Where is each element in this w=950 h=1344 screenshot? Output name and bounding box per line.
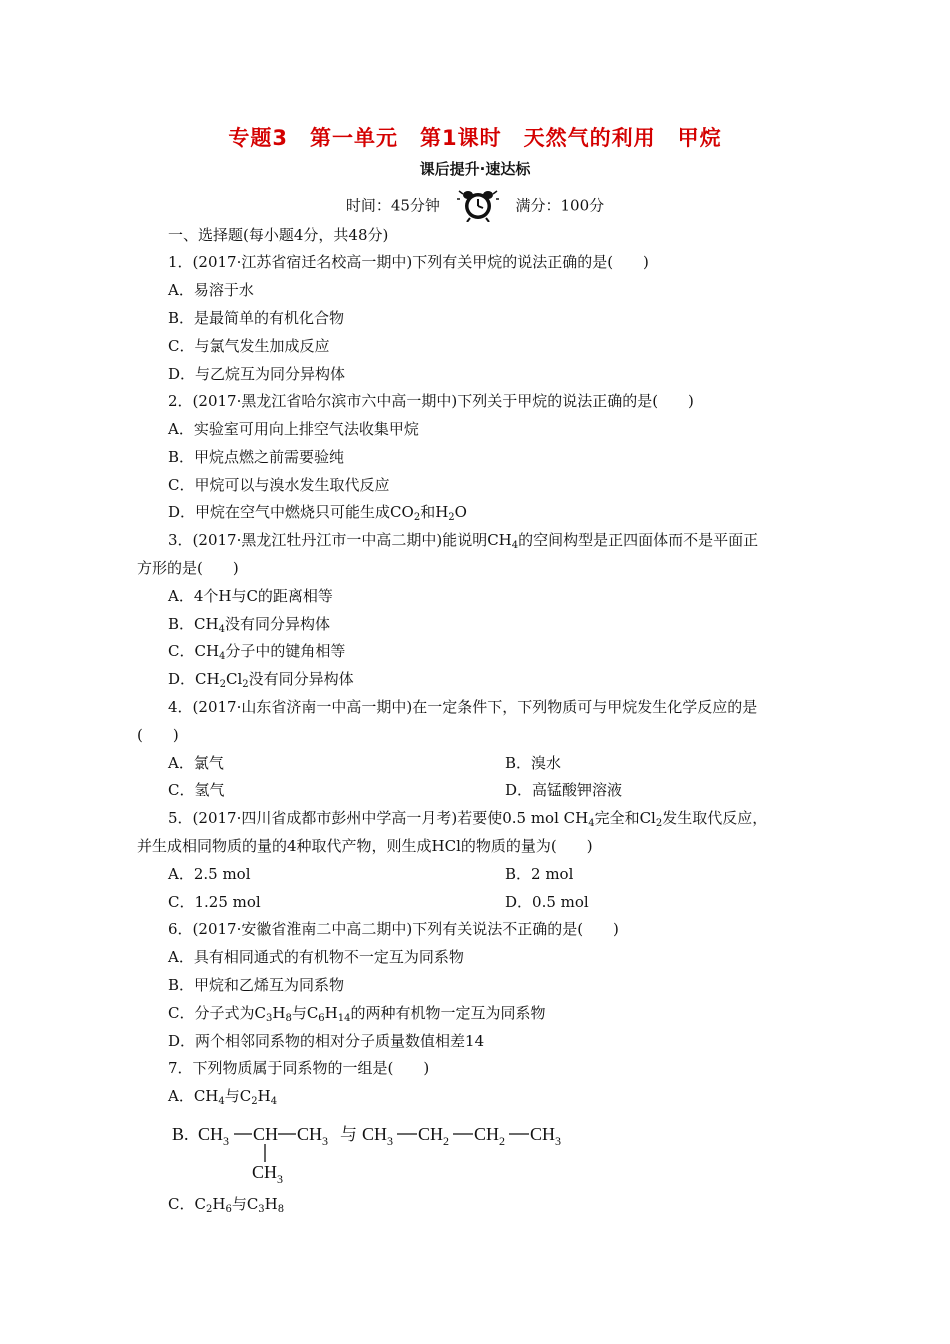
question-7-option-a: A．$CH_4$与$C_2H_4$: [168, 1087, 278, 1107]
svg-text:CH3: $CH_3$: [362, 1124, 394, 1148]
question-6-option-b: B．甲烷和乙烯互为同系物: [168, 976, 345, 994]
question-4-option-b: B．溴水: [505, 754, 562, 772]
question-1-option-a: A．易溶于水: [168, 281, 254, 299]
section-heading: 一、选择题(每小题4分，共48分): [168, 226, 389, 244]
question-4-stem-line1: 4．(2017·山东省济南一中高一期中)在一定条件下，下列物质可与甲烷发生化学反应的是: [168, 698, 758, 716]
question-6-stem: 6．(2017·安徽省淮南二中高二期中)下列有关说法不正确的是( ): [168, 920, 619, 938]
time-score-bar: [0, 188, 950, 222]
score-label: 满分：100分: [515, 196, 605, 215]
question-1-stem: 1．(2017·江苏省宿迁名校高一期中)下列有关甲烷的说法正确的是( ): [168, 253, 649, 271]
alarm-clock-icon: [457, 188, 499, 222]
question-5-option-c: C．1.25 mol: [168, 893, 261, 911]
question-4-option-d: D．高锰酸钾溶液: [505, 781, 623, 799]
svg-text:CH2: $CH_2$: [474, 1124, 506, 1148]
question-3-option-a: A．4个H与C的距离相等: [168, 587, 333, 605]
question-5-option-d: D．0.5 mol: [505, 893, 589, 911]
question-2-stem: 2．(2017·黑龙江省哈尔滨市六中高一期中)下列关于甲烷的说法正确的是( ): [168, 392, 694, 410]
question-3-option-c: C．$CH_4$分子中的键角相等: [168, 642, 346, 662]
question-4-option-c: C．氢气: [168, 781, 225, 799]
question-2-option-a: A．实验室可用向上排空气法收集甲烷: [168, 420, 419, 438]
question-6-option-d: D．两个相邻同系物的相对分子质量数值相差14: [168, 1032, 485, 1050]
question-5-option-a: A．2.5 mol: [168, 865, 251, 883]
svg-text:CH3: $CH_3$: [252, 1162, 284, 1186]
question-2-option-d: D．甲烷在空气中燃烧只可能生成$CO_2$和$H_2O$: [168, 503, 467, 523]
question-3-stem-line2: 方形的是( ): [137, 559, 239, 577]
question-3-stem-line1: 3．(2017·黑龙江牡丹江市一中高二期中)能说明$CH_4$的空间构型是正四面体而不是平面正: [168, 531, 759, 551]
question-7-stem: 7．下列物质属于同系物的一组是( ): [168, 1059, 430, 1077]
question-4-option-a: A．氯气: [168, 754, 224, 772]
page-title: 专题3 第一单元 第1课时 天然气的利用 甲烷: [228, 126, 722, 150]
question-5-stem-line1: 5．(2017·四川省成都市彭州中学高一月考)若要使0.5 mol $CH_4$完全和$Cl_2$发生取代反应，: [168, 809, 768, 829]
question-7-option-c: C．$C_2H_6$与$C_3H_8$: [168, 1195, 285, 1215]
question-7-option-b-structural-formula: [172, 1110, 592, 1190]
svg-text:与: 与: [340, 1125, 357, 1145]
svg-text:CH3: $CH_3$: [297, 1124, 329, 1148]
option-b-label: B.: [172, 1124, 189, 1144]
svg-text:CH3: $CH_3$: [530, 1124, 562, 1148]
question-1-option-b: B．是最简单的有机化合物: [168, 309, 345, 327]
question-1-option-c: C．与氯气发生加成反应: [168, 337, 330, 355]
svg-text:CH: CH: [253, 1124, 279, 1144]
svg-text:CH3: $CH_3$: [198, 1124, 230, 1148]
question-1-option-d: D．与乙烷互为同分异构体: [168, 365, 346, 383]
question-3-option-b: B．$CH_4$没有同分异构体: [168, 615, 330, 635]
page-subtitle: 课后提升·速达标: [419, 160, 531, 178]
question-2-option-b: B．甲烷点燃之前需要验纯: [168, 448, 345, 466]
question-6-option-a: A．具有相同通式的有机物不一定互为同系物: [168, 948, 464, 966]
question-2-option-c: C．甲烷可以与溴水发生取代反应: [168, 476, 390, 494]
question-5-option-b: B．2 mol: [505, 865, 574, 883]
question-4-stem-line2: ( ): [137, 726, 179, 744]
question-5-stem-line2: 并生成相同物质的量的4种取代产物，则生成HCl的物质的量为( ): [137, 837, 593, 855]
svg-text:CH2: $CH_2$: [418, 1124, 450, 1148]
time-label: 时间：45分钟: [345, 196, 440, 215]
question-6-option-c: C．分子式为$C_3H_8$与$C_6H_{14}$的两种有机物一定互为同系物: [168, 1004, 546, 1024]
question-3-option-d: D．$CH_2Cl_2$没有同分异构体: [168, 670, 354, 690]
